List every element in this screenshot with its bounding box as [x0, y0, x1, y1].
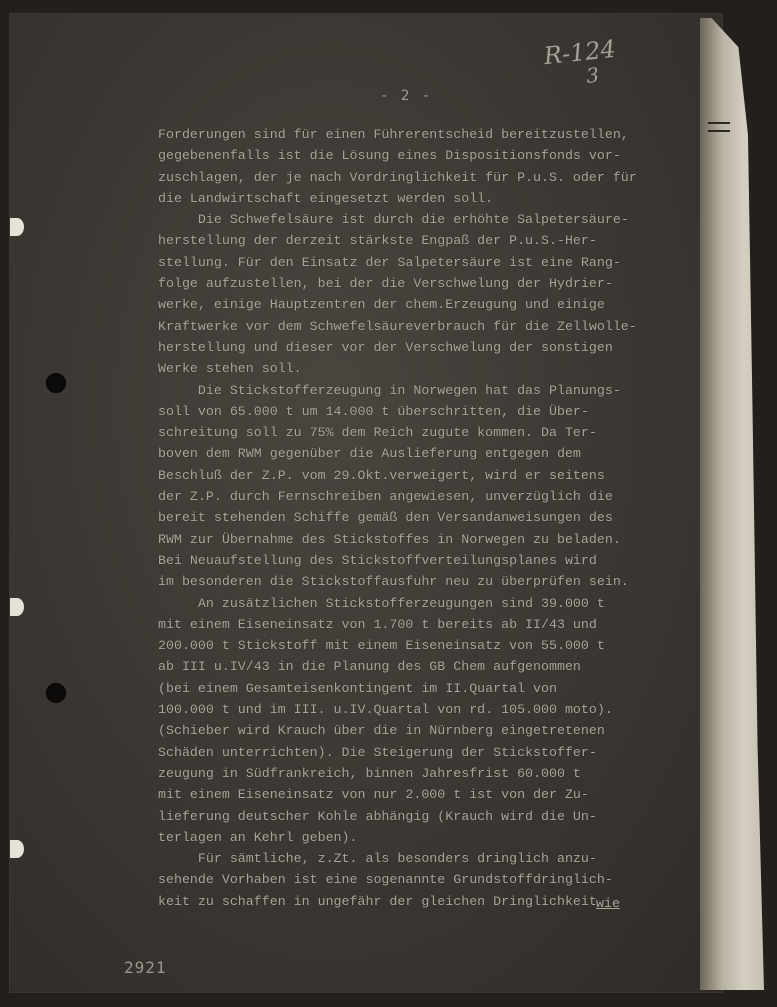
- text-line: gegebenenfalls ist die Lösung eines Dispositionsfonds vor-: [158, 148, 621, 164]
- text-line: sehende Vorhaben ist eine sogenannte Grundstoffdringlich-: [158, 872, 613, 888]
- text-line: im besonderen die Stickstoffausfuhr neu zu überprüfen sein.: [158, 574, 629, 590]
- document-stamp-number: 2921: [124, 958, 167, 977]
- text-line: Die Schwefelsäure ist durch die erhöhte Salpetersäure-: [158, 212, 629, 228]
- handwritten-reference-line2: 3: [585, 62, 601, 88]
- paper-curled-edge: [700, 18, 764, 990]
- page-number: - 2 -: [380, 88, 433, 104]
- text-line: ab III u.IV/43 in die Planung des GB Chem aufgenommen: [158, 659, 581, 675]
- text-line: soll von 65.000 t um 14.000 t überschritten, die Über-: [158, 403, 589, 419]
- text-line: Bei Neuaufstellung des Stickstoffverteilungsplanes wird: [158, 552, 597, 568]
- text-line: (bei einem Gesamteisenkontingent im II.Quartal von: [158, 680, 557, 696]
- text-line: Die Stickstofferzeugung in Norwegen hat das Planungs-: [158, 382, 621, 398]
- handwritten-reference-line1: R-124: [542, 34, 618, 71]
- text-line: 100.000 t und im III. u.IV.Quartal von rd. 105.000 moto).: [158, 702, 613, 718]
- text-line: mit einem Eiseneinsatz von 1.700 t bereits ab II/43 und: [158, 616, 597, 632]
- text-line: folge aufzustellen, bei der die Verschwelung der Hydrier-: [158, 276, 613, 292]
- text-line: 200.000 t Stickstoff mit einem Eiseneinsatz von 55.000 t: [158, 638, 605, 654]
- text-line: stellung. Für den Einsatz der Salpetersäure ist eine Rang-: [158, 254, 621, 270]
- text-line: herstellung der derzeit stärkste Engpaß der P.u.S.-Her-: [158, 233, 597, 249]
- text-line: lieferung deutscher Kohle abhängig (Krauch wird die Un-: [158, 808, 597, 824]
- edge-mark: [708, 122, 730, 124]
- text-line: (Schieber wird Krauch über die in Nürnberg eingetretenen: [158, 723, 605, 739]
- text-line: Kraftwerke vor dem Schwefelsäureverbrauch für die Zellwolle-: [158, 318, 637, 334]
- text-line: An zusätzlichen Stickstofferzeugungen sind 39.000 t: [158, 595, 605, 611]
- text-line: RWM zur Übernahme des Stickstoffes in Norwegen zu beladen.: [158, 531, 621, 547]
- text-line: schreitung soll zu 75% dem Reich zugute kommen. Da Ter-: [158, 425, 597, 441]
- catchword: wie: [596, 896, 620, 911]
- binder-hole-edge: [10, 598, 24, 616]
- binder-hole: [46, 373, 66, 393]
- text-line: terlagen an Kehrl geben).: [158, 829, 358, 845]
- text-line: Schäden unterrichten). Die Steigerung der Stickstoffer-: [158, 744, 597, 760]
- text-line: die Landwirtschaft eingesetzt werden soll.: [158, 190, 494, 206]
- binder-hole-edge: [10, 840, 24, 858]
- text-line: zuschlagen, der je nach Vordringlichkeit für P.u.S. oder für: [158, 169, 637, 185]
- text-line: Beschluß der Z.P. vom 29.Okt.verweigert, wird er seitens: [158, 467, 605, 483]
- text-line: herstellung und dieser vor der Verschwelung der sonstigen: [158, 339, 613, 355]
- text-line: werke, einige Hauptzentren der chem.Erzeugung und einige: [158, 297, 605, 313]
- text-line: zeugung in Südfrankreich, binnen Jahresfrist 60.000 t: [158, 765, 581, 781]
- typewritten-body: [158, 124, 678, 912]
- text-line: keit zu schaffen in ungefähr der gleichen Dringlichkeit: [158, 893, 597, 909]
- text-line: mit einem Eiseneinsatz von nur 2.000 t ist von der Zu-: [158, 787, 589, 803]
- handwritten-reference: [543, 36, 628, 92]
- text-line: der Z.P. durch Fernschreiben angewiesen, unverzüglich die: [158, 489, 613, 505]
- text-line: Für sämtliche, z.Zt. als besonders dringlich anzu-: [158, 851, 597, 867]
- text-line: boven dem RWM gegenüber die Auslieferung entgegen dem: [158, 446, 581, 462]
- text-line: Forderungen sind für einen Führerentscheid bereitzustellen,: [158, 127, 629, 142]
- text-line: Werke stehen soll.: [158, 361, 302, 377]
- binder-hole: [46, 683, 66, 703]
- binder-hole-edge: [10, 218, 24, 236]
- text-line: bereit stehenden Schiffe gemäß den Versandanweisungen des: [158, 510, 613, 526]
- edge-mark: [708, 130, 730, 132]
